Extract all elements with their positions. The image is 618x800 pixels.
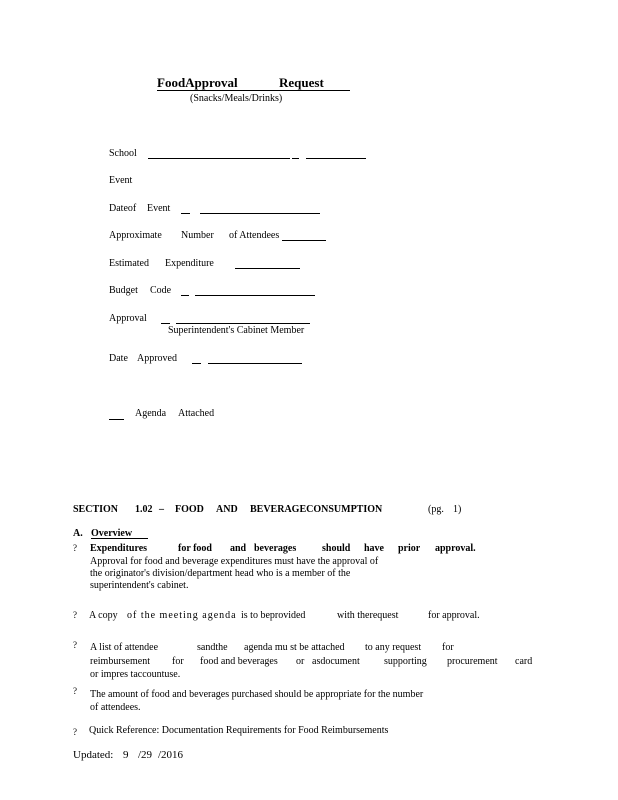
title-part-1: FoodApproval: [157, 75, 238, 90]
bullet1-word: and: [230, 543, 247, 554]
school-field-2[interactable]: [306, 158, 366, 159]
attendees-field[interactable]: [282, 240, 326, 241]
bullet3-word: supporting: [384, 656, 427, 667]
date-of-label: Dateof: [109, 203, 137, 214]
agenda-label: Agenda: [135, 408, 167, 419]
section-page-label: (pg.: [428, 504, 444, 515]
section-and: AND: [216, 504, 238, 515]
bullet3-word: card: [515, 656, 533, 667]
bullet3-word: to any request: [365, 642, 422, 653]
approval-sep: [161, 323, 170, 324]
bullet-marker: ?: [73, 543, 77, 553]
budget-label: Budget: [109, 285, 138, 296]
date-label: Date: [109, 353, 128, 364]
bullet3-word: reimbursement: [90, 656, 150, 667]
section-number: 1.02: [135, 504, 153, 515]
event-label: Event: [109, 175, 133, 186]
bullet1-word: prior: [398, 543, 421, 554]
section-label: SECTION: [73, 504, 119, 515]
bullet2-word: is to beprovided: [241, 610, 306, 621]
bullet3-word: sandthe: [197, 642, 228, 653]
agenda-checkbox-line[interactable]: [109, 419, 124, 420]
bullet3-word: agenda mu st be attached: [244, 642, 345, 653]
bullet3-line3: or impres taccountuse.: [90, 669, 181, 680]
section-page-num: 1): [453, 504, 462, 515]
bullet1-body: Approval for food and beverage expenditures must have the approval of the originator's division/department head who is a member of the superintendent's cabinet.: [90, 556, 379, 591]
bullet3-word: or: [296, 656, 305, 667]
bullet3-word: food and beverages: [200, 656, 278, 667]
cabinet-member-caption: Superintendent's Cabinet Member: [168, 325, 305, 336]
date-of-event-field[interactable]: [200, 213, 320, 214]
section-food: FOOD: [175, 504, 204, 515]
bullet-marker: ?: [73, 610, 77, 620]
subtitle: (Snacks/Meals/Drinks): [190, 93, 283, 104]
updated-month: 9: [123, 749, 129, 761]
title-part-2: Request: [279, 75, 324, 90]
bullet1-word: should: [322, 543, 351, 554]
approx-label: Approximate: [109, 230, 162, 241]
expenditure-field[interactable]: [235, 268, 300, 269]
title-underline: [157, 90, 350, 91]
bullet3-word: asdocument: [312, 656, 360, 667]
school-field-sep: [292, 158, 299, 159]
date-of-event-label: Event: [147, 203, 171, 214]
bullet1-word: Expenditures: [90, 543, 148, 554]
date-approved-field[interactable]: [208, 363, 302, 364]
approval-label: Approval: [109, 313, 147, 324]
estimated-label: Estimated: [109, 258, 149, 269]
bullet-marker: ?: [73, 727, 77, 737]
overview-heading: Overview: [91, 528, 133, 539]
overview-letter: A.: [73, 528, 83, 539]
updated-label: Updated:: [73, 749, 114, 761]
updated-day: /29: [138, 749, 153, 761]
budget-code-field[interactable]: [195, 295, 315, 296]
section-dash: –: [159, 504, 164, 515]
bullet4-text: The amount of food and beverages purchased should be appropriate for the number of attendees.: [90, 689, 424, 713]
approval-field[interactable]: [176, 323, 310, 324]
attached-label: Attached: [178, 408, 215, 419]
expenditure-label: Expenditure: [165, 258, 214, 269]
bullet1-word: beverages: [254, 543, 297, 554]
date-of-event-sep: [181, 213, 190, 214]
budget-code-sep: [181, 295, 189, 296]
approved-label: Approved: [137, 353, 177, 364]
overview-underline: [91, 538, 148, 539]
bullet2-word: for approval.: [428, 610, 480, 621]
school-field[interactable]: [148, 158, 290, 159]
bullet-marker: ?: [73, 640, 77, 650]
date-approved-sep: [192, 363, 201, 364]
bullet3-word: A list of attendee: [90, 642, 159, 653]
bullet-marker: ?: [73, 686, 77, 696]
bullet2-word: with therequest: [337, 610, 399, 621]
attendees-label: of Attendees: [229, 230, 280, 241]
bullet1-word: have: [364, 543, 384, 554]
section-beverage: BEVERAGECONSUMPTION: [250, 504, 383, 515]
bullet3-word: procurement: [447, 656, 498, 667]
bullet3-word: for: [172, 656, 184, 667]
bullet2-word: A copy: [89, 610, 118, 621]
quick-reference-link[interactable]: Quick Reference: Documentation Requirements for Food Reimbursements: [89, 725, 389, 736]
bullet1-word: approval.: [435, 543, 476, 554]
bullet1-word: for food: [178, 543, 212, 554]
school-label: School: [109, 148, 137, 159]
code-label: Code: [150, 285, 172, 296]
number-label: Number: [181, 230, 214, 241]
updated-year: /2016: [158, 749, 184, 761]
bullet2-word: of the meeting agenda: [127, 610, 237, 621]
bullet3-word: for: [442, 642, 454, 653]
